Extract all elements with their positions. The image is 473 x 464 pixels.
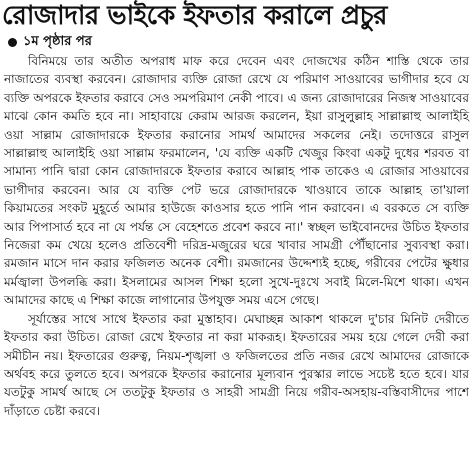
continued-from-line — [8, 33, 92, 51]
headline: রোজাদার ভাইকে ইফতার করালে প্রচুর — [2, 1, 387, 31]
continued-label: ১ম পৃষ্ঠার পর — [23, 34, 92, 49]
article-paragraph: বিনিময়ে তার অতীত অপরাধ মাফ করে দেবেন এবং দোজখের কঠিন শাস্তি থেকে তার নাজাতের ব্যবস্থা করবেন। রোজাদার ব্যক্তি রোজা রেখে যে পরিমাণ সাওয়াবের ভাগীদার হবে যে ব্যক্তি অপরকে ইফতার করাবে সেও সমপরিমাণ নেকী পাবে। এ জন্য রোজাদারের নিজস্ব সাওয়াবের মাঝে কোন কমতি হবে না। সাহাবায়ে কেরাম আরজ করলেন, ইয়া রাসুলুল্লাহ সাল্লাল্লাহু আলাইহি ওয়া সাল্লাম রোজাদারকে ইফতার করানোর সামর্থ আমাদের সকলের নেই। তদোত্তরে রাসুল সাল্লাল্লাহু আলাইহি ওয়া সাল্লাম ফরমালেন, 'যে ব্যক্তি একটি খেজুর কিংবা একটু দুধের শরবত বা সামান্য পানি দ্বারা কোন রোজাদারকে ইফতার করাবে আল্লাহ পাক তাকেও এ রোজার সাওয়াবের ভাগীদার করবেন। আর যে ব্যক্তি পেট ভরে রোজাদারকে খাওয়াবে তাকে আল্লাহ তা'য়ালা কিয়ামতের সংকট মুহূর্তে আমার হাউজে কাওসার হতে পানি পান করাবেন। এ বরকতে সে ব্যক্তি আর পিপাসার্ত হবে না যে পর্যন্ত সে বেহেশতে প্রবেশ করবে না।' স্বচ্ছল ভাইবোনদের উচিত ইফতার নিজেরা কম খেয়ে হলেও প্রতিবেশী দরিদ্র-মজুরের ঘরে খাবার সামগ্রী পৌঁছানোর সুব্যবস্থা করা। রমজান মাসে দান করার ফজিলত অনেক বেশী। রমজানের উদ্দেশ্যই হচ্ছে, গরীবের পেটের ক্ষুধার মর্মজ্বালা উপলব্ধি করা। ইসলামের আসল শিক্ষা হলো সুখে-দুঃখে সবাই মিলে-মিশে থাকা। এখন আমাদের কাছে এ শিক্ষা কাজে লাগানোর উপযুক্ত সময় এসে গেছে। — [4, 54, 469, 308]
bullet-icon — [8, 38, 17, 47]
article-body — [4, 52, 469, 420]
article-paragraph: সূর্যাস্তের সাথে সাথে ইফতার করা মুস্তাহাব। মেঘাচ্ছন্ন আকাশ থাকলে দু'চার মিনিট দেরীতে ইফতার করা উচিত। রোজা রেখে ইফতার না করা মাকরূহ। ইফতারের সময় হয়ে গেলে দেরী করা সমীচীন নয়। ইফতারের গুরুত্ব, নিয়ম-শৃঙ্খলা ও ফজিলতের প্রতি নজর রেখে আমাদের রোজাকে অর্থবহ করে তুলতে হবে। অপরকে ইফতার করানোর মূল্যবান পুরস্কার লাভে সচেষ্ট হতে হবে। যার যতটুকু সামর্থ আছে সে ততটুকু ইফতার ও সাহরী সামগ্রী নিয়ে গরীব-অসহায়-বস্তিবাসীদের পাশে দাঁড়াতে চেষ্টা করবে। — [4, 311, 469, 418]
